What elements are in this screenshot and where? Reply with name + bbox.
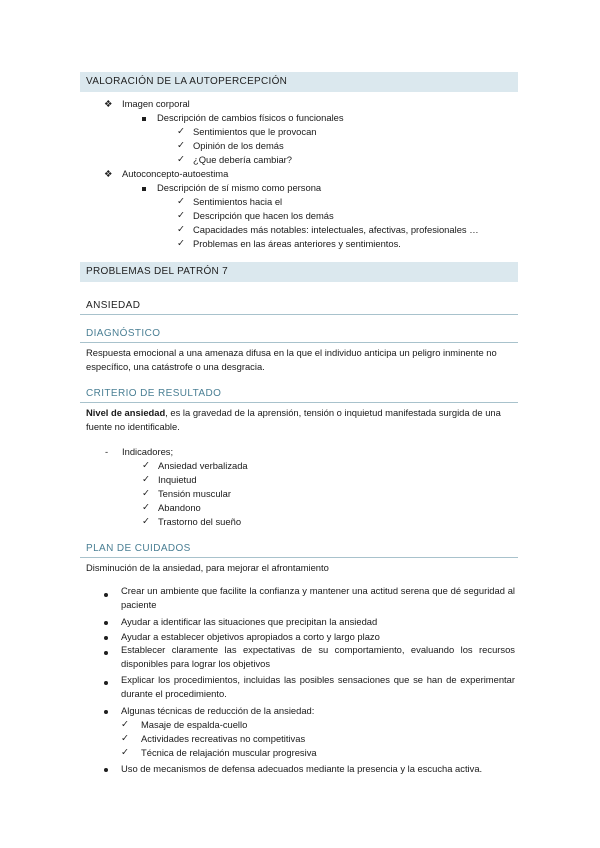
list-item: Opinión de los demás bbox=[193, 140, 284, 151]
check-icon: ✓ bbox=[177, 224, 185, 235]
section-title: PROBLEMAS DEL PATRÓN 7 bbox=[86, 266, 229, 277]
check-icon: ✓ bbox=[177, 154, 185, 165]
diamond-bullet-icon: ❖ bbox=[104, 168, 113, 179]
round-bullet-icon bbox=[104, 762, 108, 775]
list-item: ¿Que debería cambiar? bbox=[193, 154, 293, 165]
check-icon: ✓ bbox=[177, 210, 185, 221]
heading-ansiedad bbox=[80, 298, 518, 315]
plan-intro: Disminución de la ansiedad, para mejorar el afrontamiento bbox=[86, 562, 329, 573]
round-bullet-icon bbox=[104, 615, 108, 628]
list-item: Explicar los procedimientos, incluidas las posibles sensaciones que se han de experimentar durante el procedimiento. bbox=[121, 674, 515, 699]
list-item: Tensión muscular bbox=[158, 488, 231, 499]
check-icon: ✓ bbox=[142, 474, 150, 485]
criterio-text: , es la gravedad de la aprensión, tensión o inquietud manifestada surgida de una fuente no identificable. bbox=[86, 407, 501, 432]
round-bullet-icon bbox=[104, 675, 108, 688]
section-header-problemas bbox=[80, 262, 518, 282]
square-bullet-icon bbox=[142, 111, 146, 124]
list-item: Uso de mecanismos de defensa adecuados mediante la presencia y la escucha activa. bbox=[121, 763, 483, 774]
check-icon: ✓ bbox=[177, 238, 185, 249]
diamond-bullet-icon: ❖ bbox=[104, 98, 113, 109]
check-icon: ✓ bbox=[177, 140, 185, 151]
list-item: Algunas técnicas de reducción de la ansiedad: bbox=[121, 705, 315, 716]
check-icon: ✓ bbox=[121, 747, 129, 758]
section-title: VALORACIÓN DE LA AUTOPERCEPCIÓN bbox=[86, 76, 288, 87]
list-item: Capacidades más notables: intelectuales, afectivas, profesionales … bbox=[193, 224, 479, 235]
list-item: Abandono bbox=[158, 502, 201, 513]
heading-criterio bbox=[80, 386, 518, 403]
list-item: Sentimientos hacia el bbox=[193, 196, 283, 207]
list-item: Autoconcepto-autoestima bbox=[122, 168, 229, 179]
round-bullet-icon bbox=[104, 587, 108, 600]
criterio-bold-term: Nivel de ansiedad bbox=[86, 407, 166, 418]
heading-text: ANSIEDAD bbox=[86, 300, 141, 311]
check-icon: ✓ bbox=[177, 126, 185, 137]
list-item: Descripción de cambios físicos o funcionales bbox=[157, 112, 344, 123]
check-icon: ✓ bbox=[121, 719, 129, 730]
round-bullet-icon bbox=[104, 704, 108, 717]
list-item: Técnica de relajación muscular progresiva bbox=[141, 747, 317, 758]
check-icon: ✓ bbox=[142, 516, 150, 527]
heading-diagnostico bbox=[80, 326, 518, 343]
heading-text: PLAN DE CUIDADOS bbox=[86, 543, 191, 554]
criterio-paragraph bbox=[86, 406, 516, 434]
list-item: Actividades recreativas no competitivas bbox=[141, 733, 306, 744]
list-item: Ansiedad verbalizada bbox=[158, 460, 248, 471]
list-item: Trastorno del sueño bbox=[158, 516, 242, 527]
dash-bullet-icon: - bbox=[105, 446, 109, 457]
round-bullet-icon bbox=[104, 645, 108, 658]
list-item: Descripción de sí mismo como persona bbox=[157, 182, 322, 193]
check-icon: ✓ bbox=[177, 196, 185, 207]
list-item: Imagen corporal bbox=[122, 98, 190, 109]
check-icon: ✓ bbox=[142, 488, 150, 499]
list-item: Establecer claramente las expectativas de su comportamiento, evaluando los recursos disponibles para lograr los objetivos bbox=[121, 644, 515, 669]
check-icon: ✓ bbox=[121, 733, 129, 744]
heading-text: DIAGNÓSTICO bbox=[86, 328, 161, 339]
round-bullet-icon bbox=[104, 630, 108, 643]
list-item: Crear un ambiente que facilite la confianza y mantener una actitud serena que dé seguridad al paciente bbox=[121, 585, 515, 610]
list-item: Ayudar a establecer objetivos apropiados a corto y largo plazo bbox=[121, 631, 380, 642]
list-item: Ayudar a identificar las situaciones que precipitan la ansiedad bbox=[121, 616, 378, 627]
heading-plan-cuidados bbox=[80, 541, 518, 558]
list-item: Inquietud bbox=[158, 474, 197, 485]
list-item: Problemas en las áreas anteriores y sentimientos. bbox=[193, 238, 401, 249]
list-item: Sentimientos que le provocan bbox=[193, 126, 317, 137]
check-icon: ✓ bbox=[142, 460, 150, 471]
check-icon: ✓ bbox=[142, 502, 150, 513]
list-item: Descripción que hacen los demás bbox=[193, 210, 334, 221]
heading-text: CRITERIO DE RESULTADO bbox=[86, 388, 222, 399]
list-item: Masaje de espalda-cuello bbox=[141, 719, 248, 730]
section-header-autopercepcion bbox=[80, 72, 518, 92]
indicadores-label: Indicadores; bbox=[122, 446, 174, 457]
diagnostico-paragraph: Respuesta emocional a una amenaza difusa en la que el individuo anticipa un peligro inminente no específico, una catástrofe o una desgracia. bbox=[86, 347, 497, 372]
square-bullet-icon bbox=[142, 181, 146, 194]
